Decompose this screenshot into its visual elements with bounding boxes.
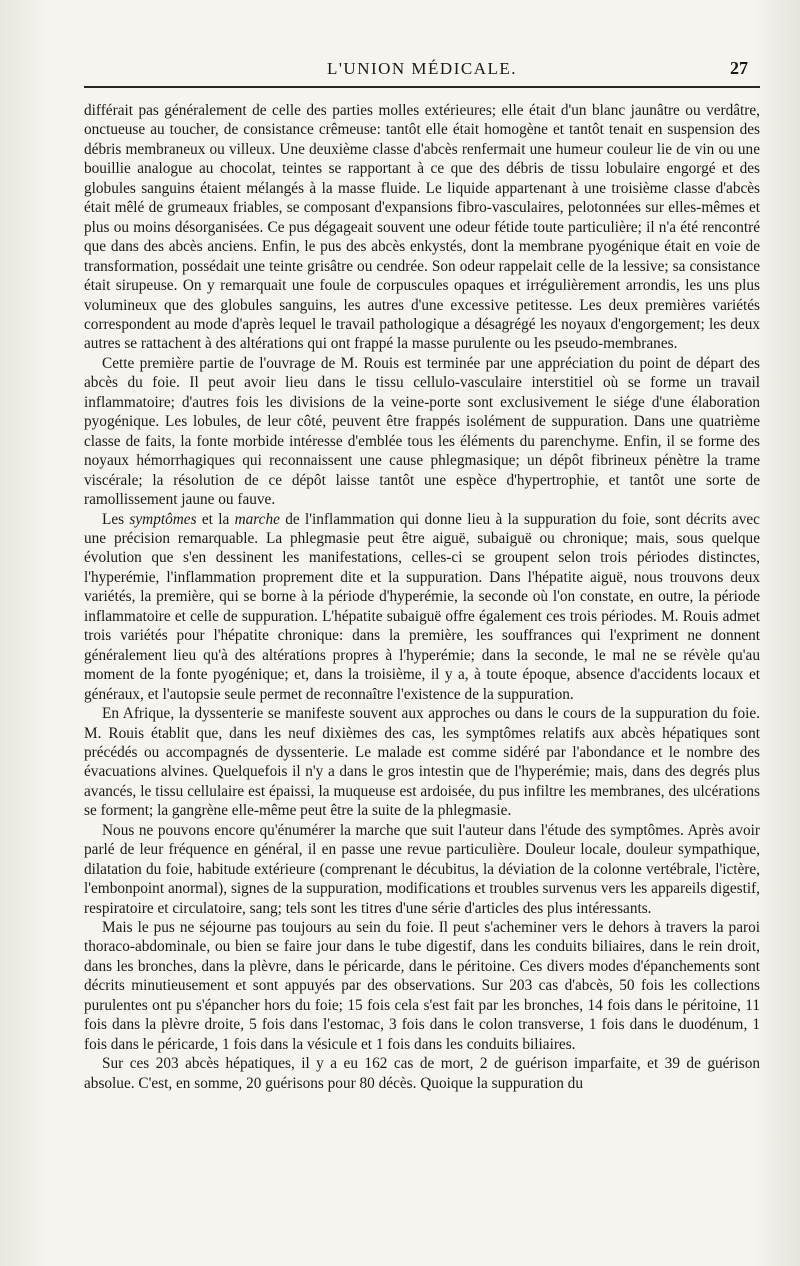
emphasis-marche: marche xyxy=(234,510,280,528)
paragraph-6: Mais le pus ne séjourne pas toujours au sein du foie. Il peut s'acheminer vers le dehors à travers la paroi thoraco-abdominale, ou bien se faire jour dans le tube digestif, dans les conduits biliaires, dans le rein droit, dans les bronches, dans la plèvre, dans le péricarde, dans le péritoine. Ces divers modes d'épanchements sont décrits minutieusement et sont appuyés par des observations. Sur 203 cas d'abcès, 50 fois les collections purulentes ont pu s'épancher hors du foie; 15 fois cela s'est fait par les bronches, 14 fois dans le péritoine, 11 fois dans la plèvre droite, 5 fois dans l'estomac, 3 fois dans le colon transverse, 1 fois dans le duodénum, 1 fois dans le péricarde, 1 fois dans la vésicule et 1 fois dans les conduits biliaires. xyxy=(84,919,760,1053)
paragraph-2: Cette première partie de l'ouvrage de M. Rouis est terminée par une appréciation du point de départ des abcès du foie. Il peut avoir lieu dans le tissu cellulo-vasculaire interstitiel où se forme un travail inflammatoire; d'autres fois les divisions de la veine-porte sont exclusivement le siége d'une élaboration pyogénique. Les lobules, de leur côté, peuvent être frappés isolément de suppuration. Dans une quatrième classe de faits, la fonte morbide intéresse d'emblée tous les éléments du parenchyme. Enfin, il se forme des noyaux hémorrhagiques qui reconnaissent une cause phlegmasique; un dépôt fibrineux pénètre la trame viscérale; la résolution de ce dépôt laisse tantôt une espèce d'hypertrophie, et tantôt une sorte de ramollissement jaune ou fauve. xyxy=(84,354,760,509)
paragraph-3-mid: et la xyxy=(196,510,235,528)
emphasis-symptomes: symptômes xyxy=(129,510,197,528)
paragraph-3 xyxy=(84,510,760,705)
paragraph-3-pre: Les xyxy=(102,510,130,528)
journal-title: L'UNION MÉDICALE. xyxy=(326,59,518,78)
paragraph-7: Sur ces 203 abcès hépatiques, il y a eu 162 cas de mort, 2 de guérison imparfaite, et 39 de guérison absolue. C'est, en somme, 20 guérisons pour 80 décès. Quoique la suppuration du xyxy=(84,1055,760,1092)
paragraph-5: Nous ne pouvons encore qu'énumérer la marche que suit l'auteur dans l'étude des symptômes. Après avoir parlé de leur fréquence en général, il en passe une revue particulière. Douleur locale, douleur sympathique, dilatation du foie, habitude extérieure (comprenant le décubitus, la déviation de la colonne vertébrale, l'ictère, l'embonpoint anormal), signes de la suppuration, modifications et troubles survenus vers les appareils digestif, respiratoire et circulatoire, sang; tels sont les titres d'une série d'articles des plus intéressants. xyxy=(84,821,760,917)
header-rule xyxy=(84,86,760,88)
article-body xyxy=(84,101,760,1093)
paragraph-4: En Afrique, la dyssenterie se manifeste souvent aux approches ou dans le cours de la suppuration du foie. M. Rouis établit que, dans les neuf dixièmes des cas, les symptômes relatifs aux abcès hépatiques sont précédés ou accompagnés de dyssenterie. Le malade est comme sidéré par l'abondance et le nombre des évacuations alvines. Quelquefois il n'y a dans le gros intestin que de l'hyperémie; mais, dans des degrés plus avancés, le tissu cellulaire est épaissi, la muqueuse est ardoisée, du pus infiltre les membranes, des ulcérations se forment; la gangrène elle-même peut être la suite de la phlegmasie. xyxy=(84,705,760,820)
paragraph-3-text: de l'inflammation qui donne lieu à la suppuration du foie, sont décrits avec une précision remarquable. La phlegmasie peut être aiguë, subaiguë ou chronique; mais, sous quelque évolution que s'en dessinent les manifestations, celles-ci se groupent selon trois périodes distinctes, l'hyperémie, l'inflammation proprement dite et la suppuration. Dans l'hépatite aiguë, nous trouvons deux variétés, la première, qui se borne à la période d'hyperémie, la seconde où l'on constate, en outre, la période inflammatoire et celle de suppuration. L'hépatite subaiguë offre également ces trois périodes. M. Rouis admet trois variétés pour l'hépatite chronique: dans la première, les souffrances qui l'expriment ne donnent généralement lieu qu'à des altérations propres à l'hyperémie; dans la seconde, le mal ne se révèle qu'au moment de la fonte pyogénique; et, dans la troisième, il y a, à toute époque, absence d'accidents locaux et généraux, et l'autopsie seule permet de reconnaître l'existence de la suppuration. xyxy=(84,510,760,703)
paragraph-1: différait pas généralement de celle des parties molles extérieures; elle était d'un blanc jaunâtre ou verdâtre, onctueuse au toucher, de consistance crêmeuse: tantôt elle était homogène et tantôt tenait en suspension des débris membraneux ou villeux. Une deuxième classe d'abcès renfermait une humeur couleur lie de vin ou une bouillie analogue au chocolat, teintes se rapportant à ce que des débris de tissu lobulaire engorgé et des globules sanguins étaient mélangés à la masse fluide. Le liquide appartenant à une troisième classe d'abcès était mêlé de grumeaux friables, se composant d'expansions fibro-vasculaires, pelotonnées sur elles-mêmes et plus ou moins désorganisées. Ce pus dégageait souvent une odeur fétide toute particulière; il n'a été rencontré que dans des abcès anciens. Enfin, le pus des abcès enkystés, dont la membrane pyogénique était en voie de transformation, possédait une teinte grisâtre ou cendrée. Son odeur rappelait celle de la lessive; sa consistance était sirupeuse. On y remarquait une foule de corpuscules opaques et irrégulièrement arrondis, les uns plus volumineux que des globules sanguins, les autres d'une excessive petitesse. Les deux premières variétés correspondent au mode d'après lequel le travail pathologique a désagrégé les noyaux d'engorgement; les deux autres se rattachent à des altérations qui ont frappé la masse purulente ou les pseudo-membranes. xyxy=(84,102,760,353)
page-number: 27 xyxy=(730,58,748,78)
running-header xyxy=(84,55,760,85)
